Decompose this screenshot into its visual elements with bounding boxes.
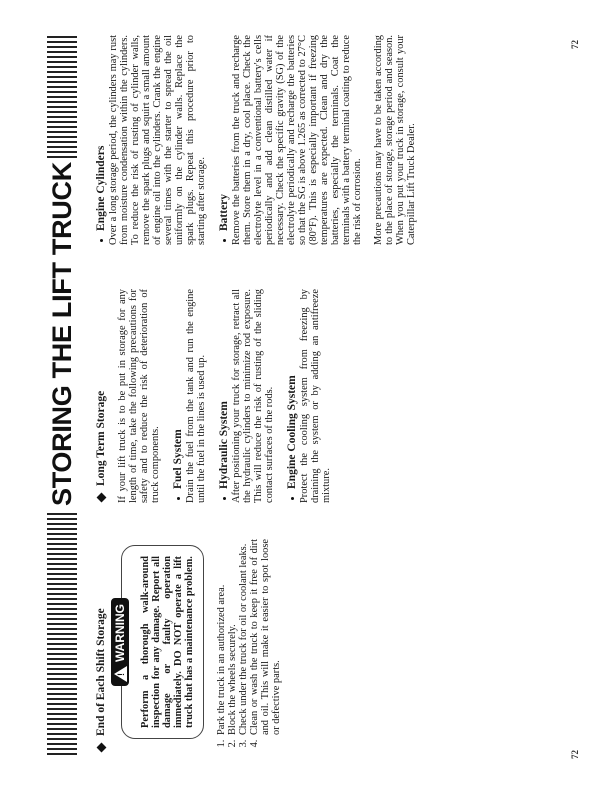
warning-text (121, 545, 204, 739)
section-heading-end-of-shift (96, 539, 107, 753)
decorative-stripes-left (47, 510, 77, 755)
diamond-bullet-icon (97, 493, 107, 503)
engine-cooling-paragraph: Protect the cooling system from freezing by draining the system or by adding an antifreeze mixture. (299, 289, 332, 503)
subheading-engine-cooling (287, 289, 298, 503)
warning-text-part1: Perform a thorough walk-around inspection for any damage. Report all damage or faulty operation immediately. (140, 556, 184, 728)
step-item: 2. Block the wheels securely. (227, 539, 238, 737)
closing-paragraph: More precautions may have to be taken according to the place of storage, storage period and season. When you put your truck in storage, consult your Caterpillar Lift Truck Dealer. (373, 35, 417, 245)
step-item: 1. Park the truck in an authorized area. (216, 539, 227, 737)
subheading-fuel-system (173, 289, 184, 503)
subheading-text: Hydraulic System (218, 401, 230, 489)
section-title-bar (44, 35, 80, 755)
warning-badge (111, 598, 129, 686)
warning-triangle-icon (114, 666, 127, 682)
subheading-text: Engine Cooling System (286, 375, 298, 489)
subheading-text: Fuel System (172, 429, 184, 489)
column-long-term-storage (96, 289, 332, 503)
diamond-bullet-icon (97, 743, 107, 753)
warning-text-part2: operate a lift truck that has a maintenance problem. (173, 556, 195, 728)
bullet-icon (223, 497, 226, 500)
bullet-icon (177, 497, 180, 500)
subheading-text: Engine Cylinders (95, 145, 107, 231)
column-end-of-shift (96, 539, 282, 753)
warning-label: WARNING (113, 604, 127, 662)
page-title: STORING THE LIFT TRUCK (47, 162, 77, 506)
bullet-icon (100, 239, 103, 242)
shift-storage-steps (216, 539, 282, 753)
heading-text: End of Each Shift Storage (95, 608, 107, 736)
subheading-battery (219, 35, 230, 245)
warning-callout (113, 545, 204, 739)
section-heading-long-term (96, 289, 107, 503)
heading-text: Long Term Storage (95, 390, 107, 486)
decorative-stripes-right (47, 35, 77, 158)
bullet-icon (291, 497, 294, 500)
engine-cylinders-paragraph: Over a long storage period, the cylinders may rust from moisture condensation within the cylinders. To reduce the risk of rusting of cylinder walls, remove the spark plugs and squirt a small amount of engine oil into the cylinders. Crank the engine several times with the starter to spread the oil uniformly on the cylinder walls. Replace the spark plugs. Repeat this procedure prior to starting after storage. (108, 35, 207, 245)
subheading-hydraulic-system (219, 289, 230, 503)
fuel-system-paragraph: Drain the fuel from the tank and run the engine until the fuel in the lines is used up. (185, 289, 207, 503)
step-item: 3. Check under the truck for oil or coolant leaks. (238, 539, 249, 737)
battery-paragraph: Remove the batteries from the truck and recharge them. Store them in a dry, cool place. Check the electrolyte level in a conventional battery's cells periodically and add clean distilled water if necessary. Check the specific gravity (SG) of the electrolyte periodically and recharge the batteries so that the SG is above 1.265 as corrected to 27°C (80°F). This is especially important if freezing temperatures are expected. Clean and dry the batteries, especially the terminals. Coat the terminals with a battery terminal coating to reduce the risk of corrosion. (231, 35, 363, 245)
intro-paragraph: If your lift truck is to be put in storage for any length of time, take the following precautions for safety and to reduce the risk of deterioration of truck components. (117, 289, 161, 503)
warning-text-emphasis: DO NOT (173, 622, 184, 666)
step-item: 4. Clean or wash the truck to keep it free of dirt and oil. This will make it easier to spot loose or defective parts. (249, 539, 282, 737)
subheading-text: Battery (218, 193, 230, 231)
subheading-engine-cylinders (96, 35, 107, 245)
column-cylinders-battery (96, 35, 417, 245)
page-number-left: 72 (570, 750, 580, 759)
page-number-right: 72 (570, 40, 580, 49)
bullet-icon (223, 239, 226, 242)
hydraulic-system-paragraph: After positioning your truck for storage, retract all the hydraulic cylinders to minimize rod exposure. This will reduce the risk of rusting of the sliding contact surfaces of the rods. (231, 289, 275, 503)
